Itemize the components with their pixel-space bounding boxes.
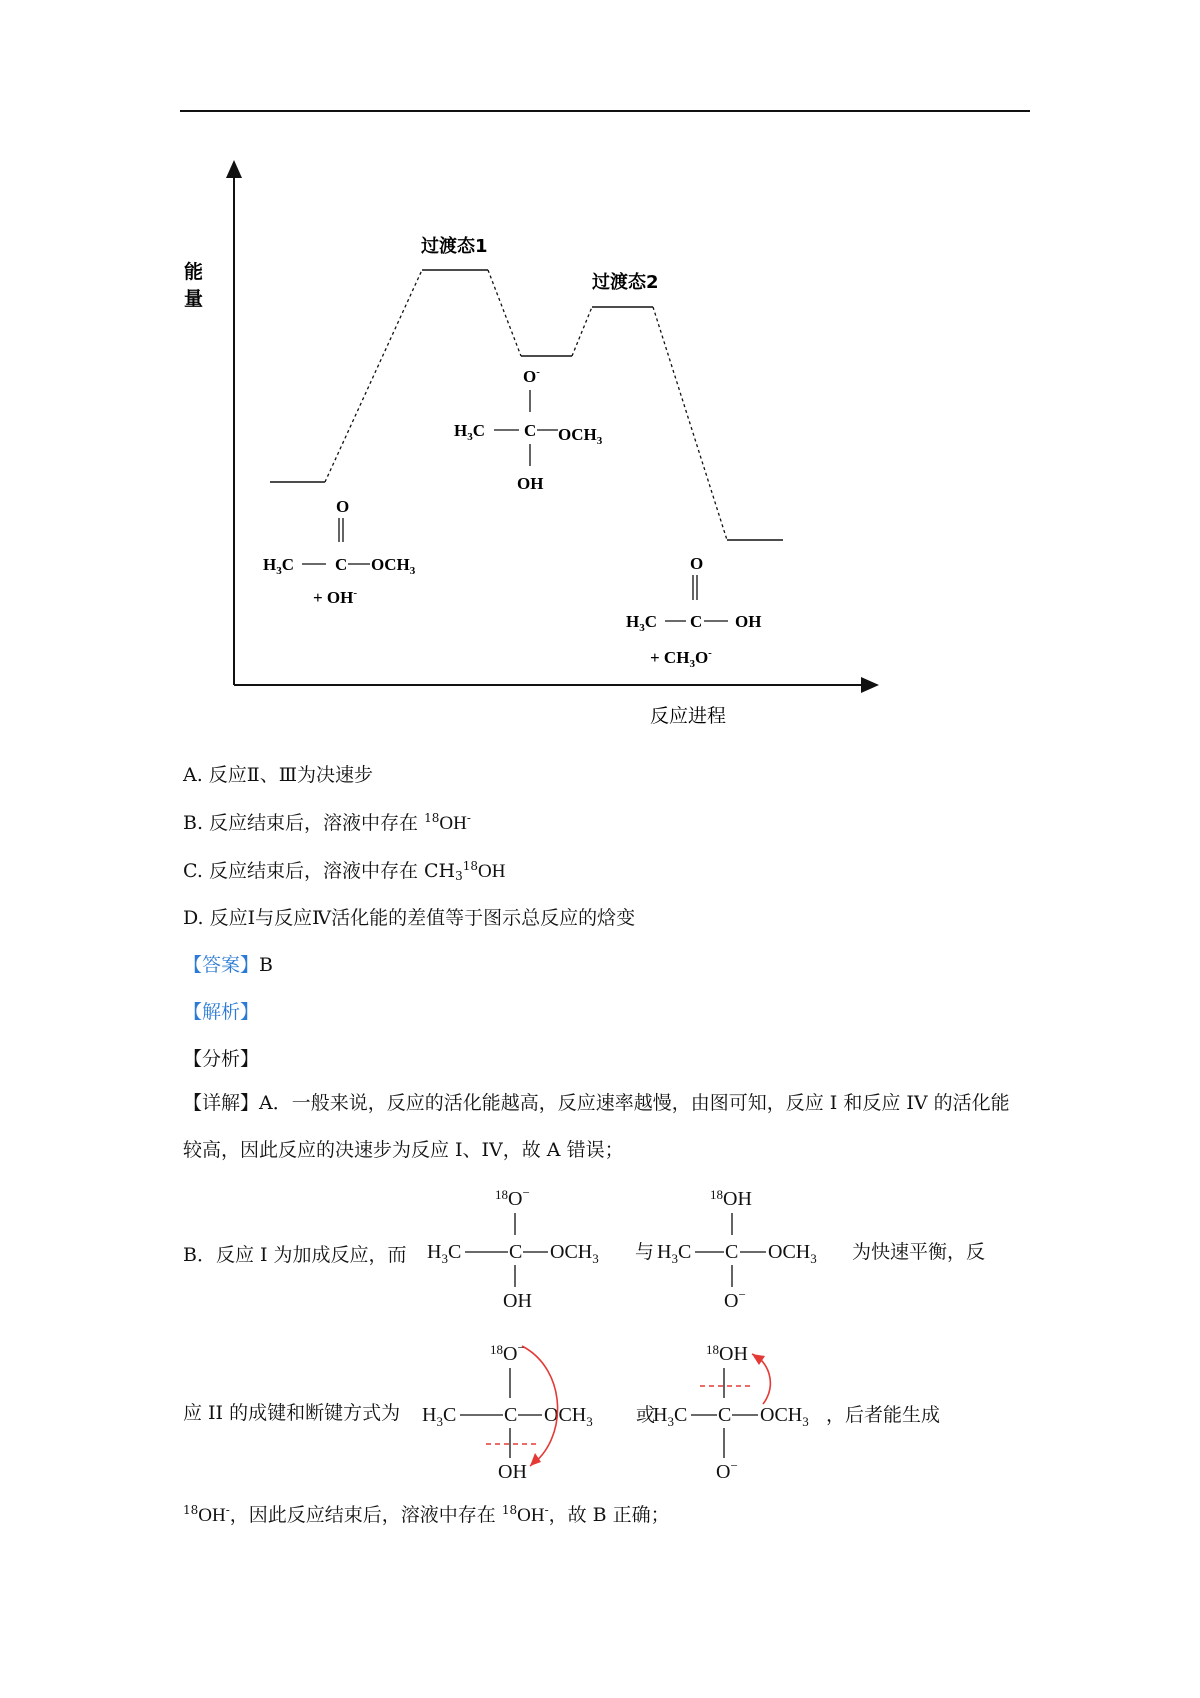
svg-text:+ CH3O-: + $CH_3O^-$ (650, 647, 712, 670)
option-a: A. 反应Ⅱ、Ⅲ为决速步 (183, 764, 374, 786)
svg-text:OH: OH (503, 1290, 532, 1312)
path-3 (572, 307, 592, 356)
detail-b-conclusion: $^{18}$OH-，因此反应结束后，溶液中存在 $^{18}$OH-，故 B 正确； (183, 1503, 670, 1526)
svg-text:OCH3: $OCH_3$ (544, 1404, 593, 1429)
svg-text:OH: OH (498, 1461, 527, 1483)
header-rule (180, 110, 1030, 112)
path-4 (653, 307, 727, 540)
svg-text:+ OH-: + OH- (313, 587, 358, 607)
svg-text:为快速平衡，反: 为快速平衡，反 (852, 1241, 986, 1263)
svg-text:18OH: $^{18}$OH (710, 1187, 752, 1210)
product-structure (626, 554, 761, 670)
detail-b-text-1: B．反应 I 为加成反应，而 (183, 1244, 407, 1266)
option-b: B. 反应结束后，溶液中存在 $^{18}$OH- (183, 811, 471, 834)
reactant-structure (263, 497, 416, 607)
svg-text:O−: O− (724, 1287, 746, 1312)
svg-text:C: C (509, 1241, 523, 1263)
x-axis-label: 反应进程 (650, 705, 727, 727)
detail-b-text-3: 应 II 的成键和断键方式为 (183, 1402, 401, 1424)
fenxi-heading: 【分析】 (183, 1048, 260, 1070)
svg-text:O: O (690, 554, 704, 573)
bond-breaking-structures (418, 1330, 1028, 1490)
svg-text:H3C: $H_3C$ (427, 1241, 462, 1266)
svg-text:H3C: $H_3C$ (653, 1404, 688, 1429)
svg-text:H3C: $H_3C$ (454, 421, 486, 443)
svg-text:OCH3: $OCH_3$ (760, 1404, 809, 1429)
ts1-label: 过渡态1 (421, 236, 488, 257)
svg-text:H3C: $H_3C$ (626, 612, 658, 634)
path-1 (325, 270, 422, 482)
energy-diagram (180, 150, 900, 730)
svg-text:O: O (336, 497, 350, 516)
option-c: C. 反应结束后，溶液中存在 $CH_3^{18}OH$ (183, 859, 506, 883)
path-2 (488, 270, 521, 356)
svg-text:OH: OH (735, 612, 762, 631)
svg-text:与: 与 (635, 1241, 655, 1263)
ts2-label: 过渡态2 (592, 272, 659, 293)
svg-text:OH: OH (517, 474, 544, 493)
svg-text:18O−: $^{18}$O− (490, 1340, 525, 1365)
svg-text:，后者能生成: ，后者能生成 (826, 1404, 941, 1426)
svg-text:O−: O− (716, 1458, 738, 1483)
svg-text:18OH: $^{18}$OH (706, 1342, 748, 1365)
svg-text:C: C (718, 1404, 732, 1426)
equilibrium-structures (420, 1175, 1030, 1320)
svg-text:OCH3: $OCH_3$ (558, 425, 603, 447)
svg-text:OCH3: $OCH_3$ (371, 555, 416, 577)
svg-text:H3C: $H_3C$ (263, 555, 295, 577)
svg-text:H3C: $H_3C$ (422, 1404, 457, 1429)
svg-text:OCH3: $OCH_3$ (550, 1241, 599, 1266)
svg-text:C: C (725, 1241, 739, 1263)
answer: 【答案】B (183, 954, 273, 976)
svg-text:O-: O- (523, 366, 540, 386)
intermediate-structure (454, 366, 603, 493)
y-axis-label-1: 能 (184, 261, 204, 283)
svg-text:18O−: $^{18}$O− (495, 1185, 530, 1210)
analysis-heading: 【解析】 (183, 1001, 260, 1023)
svg-text:C: C (690, 612, 703, 631)
option-d: D. 反应Ⅰ与反应Ⅳ活化能的差值等于图示总反应的焓变 (183, 907, 636, 929)
svg-text:或: 或 (636, 1404, 656, 1426)
svg-text:OCH3: $OCH_3$ (768, 1241, 817, 1266)
svg-text:C: C (504, 1404, 518, 1426)
svg-text:H3C: $H_3C$ (657, 1241, 692, 1266)
detail-a: 【详解】A．一般来说，反应的活化能越高，反应速率越慢，由图可知，反应 I 和反应 IV 的活化能较高，因此反应的决速步为反应 I、IV，故 A 错误； (183, 1092, 1010, 1161)
svg-text:C: C (524, 421, 537, 440)
svg-text:C: C (335, 555, 348, 574)
y-axis-label-2: 量 (184, 288, 204, 310)
